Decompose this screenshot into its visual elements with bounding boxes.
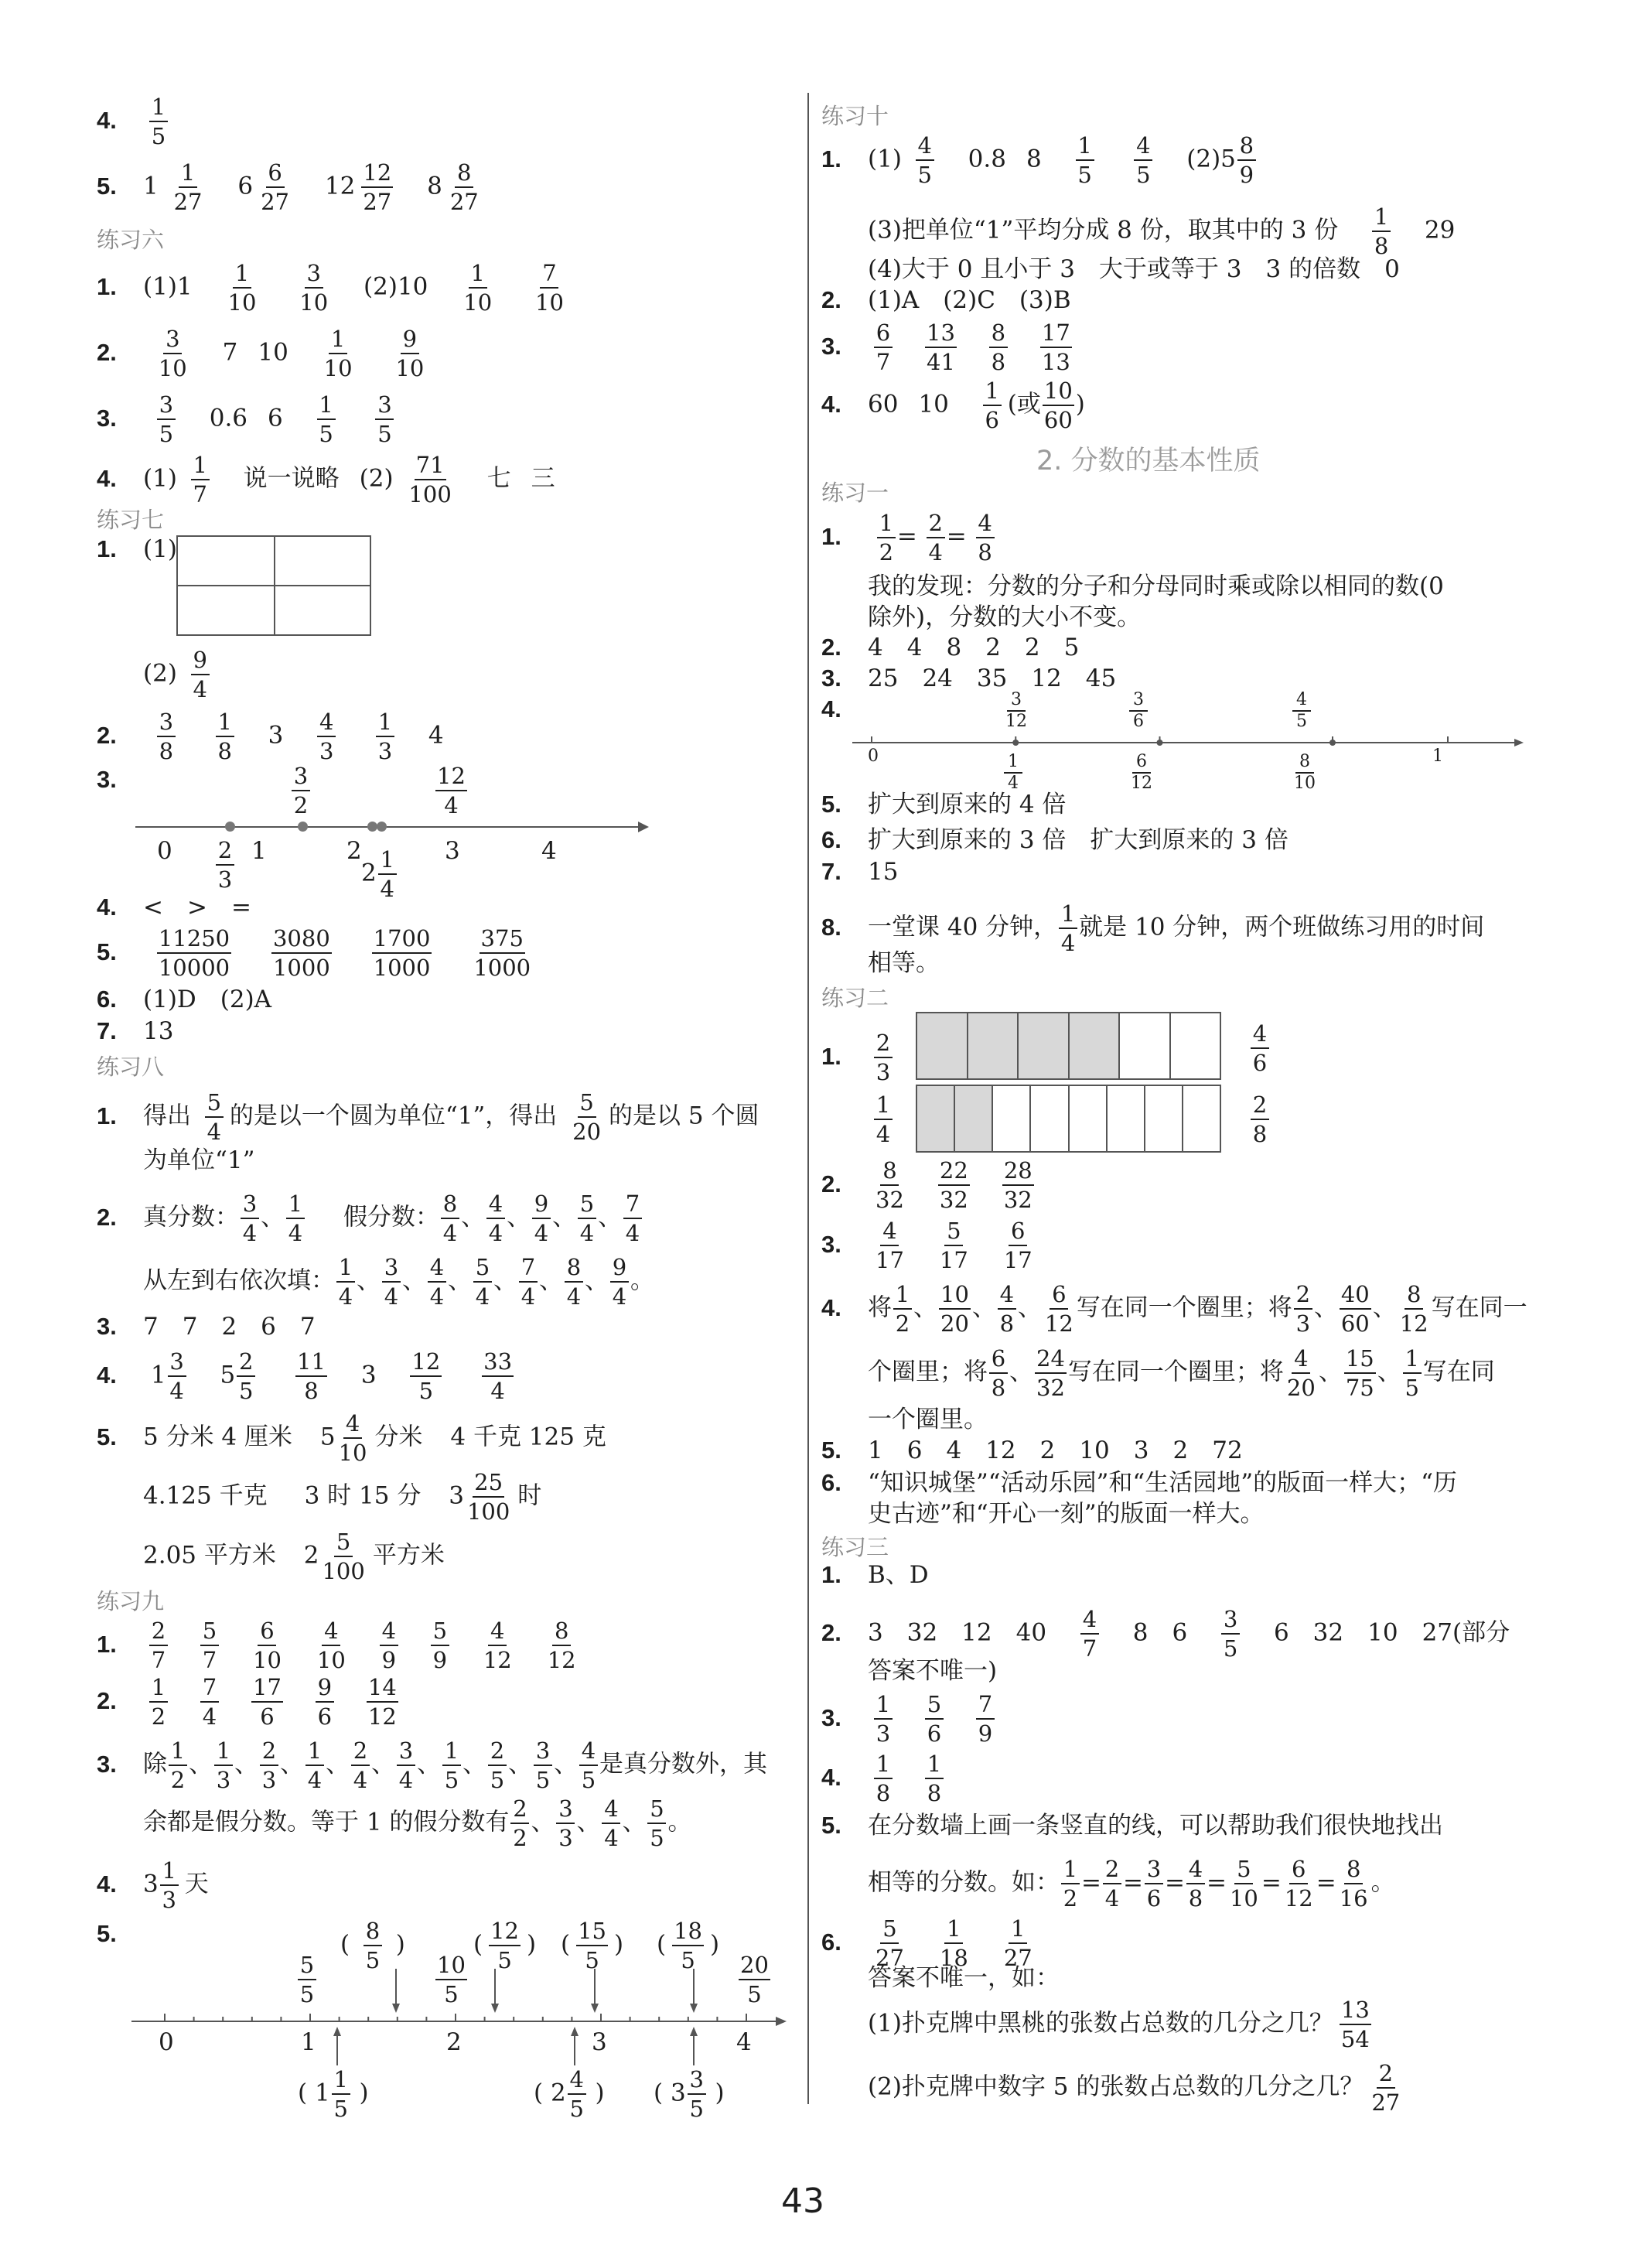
fraction-bar-1 [916, 1012, 1221, 1080]
ex8-q3: 3. 7 7 2 6 7 [97, 1313, 316, 1341]
fraction: $\frac{4}{20}$ [1286, 1345, 1316, 1401]
ex8-q5-line3: 2.05 平方米 2 $\frac{5}{100}$ 平方米 [143, 1529, 445, 1584]
fraction: $\frac{5}{10}$ [1229, 1856, 1258, 1911]
fraction: $\frac{8}{16}$ [1339, 1856, 1368, 1911]
ex1-q8-line2: 相等。 [868, 949, 940, 977]
fraction: $\frac{13}{41}$ [927, 319, 955, 375]
ex6-q4: 4. (1) $\frac{1}{7}$ 说一说略 (2) $\frac{71}{100}$ 七 三 [97, 452, 555, 507]
fraction: $\frac{2}{4}$ [351, 1737, 370, 1794]
number-line-point [1012, 740, 1019, 746]
fraction: $\frac{1}{4}$ [305, 1737, 324, 1794]
fraction: $\frac{1}{3}$ [874, 1690, 893, 1747]
fraction: $\frac{1}{2}$ [149, 1673, 168, 1730]
number-line-point [1329, 740, 1336, 746]
fraction: $\frac{6}{17}$ [1003, 1218, 1032, 1273]
ex2-q6: 6. “知识城堡”“活动乐园”和“生活园地”的版面一样大；“历 [821, 1469, 1457, 1497]
ex7-number-line [97, 762, 654, 902]
section-title-ex1: 练习一 [821, 480, 889, 506]
fraction: $\frac{4}{8}$ [1186, 1855, 1205, 1912]
ex6-q3: 3. $\frac{3}{5}$ 0.6 6 $\frac{1}{5}$ $\frac{3}{5}$ [97, 391, 400, 448]
ex9-q2: 2. $\frac{1}{2}$ $\frac{7}{4}$ $\frac{17}{6}$ $\frac{9}{6}$ $\frac{14}{12}$ [97, 1674, 397, 1730]
ex1-q6: 6. 扩大到原来的 3 倍 扩大到原来的 3 倍 [821, 826, 1288, 854]
fraction: $\frac{4}{9}$ [380, 1617, 398, 1674]
column-divider [807, 93, 809, 2104]
ex2-q2: 2. $\frac{8}{32}$ $\frac{22}{32}$ $\frac{28}{32}$ [821, 1157, 1032, 1213]
ex8-q4: 4. 1 $\frac{3}{4}$ 5 $\frac{2}{5}$ $\frac{11}{8}$ 3 $\frac{12}{5}$ $\frac{33}{4}$ [97, 1348, 513, 1404]
fraction: $\frac{7}{9}$ [976, 1690, 995, 1747]
bar-cell [917, 1013, 968, 1078]
fraction: $\frac{1}{5}$ [149, 93, 168, 150]
section-title-ex9: 练习九 [97, 1588, 165, 1614]
ex9-q4: 4. 3 $\frac{1}{3}$ 天 [97, 1857, 209, 1913]
fraction: $\frac{1}{4}$ [336, 1253, 355, 1310]
left-column [97, 0, 797, 2158]
ex3-q6: 6. $\frac{5}{27}$ $\frac{1}{18}$ $\frac{1}{27}$ [821, 1915, 1032, 1971]
section-title-ex8: 练习八 [97, 1054, 165, 1080]
chapter-heading: 2. 分数的基本性质 [1036, 446, 1261, 477]
fraction: $\frac{9}{4}$ [532, 1190, 551, 1247]
fraction: $\frac{1}{3}$ [214, 1737, 233, 1794]
ex8-q5-line2: 4.125 千克 3 时 15 分 3 $\frac{25}{100}$ 时 [143, 1469, 542, 1525]
ex10-q3: 3. $\frac{6}{7}$ $\frac{13}{41}$ $\frac{8}{8}$ $\frac{17}{13}$ [821, 319, 1070, 375]
ex7-q1: 1. (1) [97, 535, 177, 563]
fraction: $\frac{1}{27}$ [1003, 1915, 1032, 1971]
fraction: $\frac{6}{12}$ [1284, 1856, 1313, 1911]
ex2-q3: 3. $\frac{4}{17}$ $\frac{5}{17}$ $\frac{6}{17}$ [821, 1218, 1032, 1273]
ex3-q5-line2: 相等的分数。如： $\frac{1}{2}$ = $\frac{2}{4}$ = $\frac{3}{6}$ = $\frac{4}{8}$ = $\frac{5}{10}$ = $\frac{6}{12}$ = $\frac{8}{16}$ 。 [868, 1856, 1395, 1911]
fraction-bar-2 [916, 1085, 1221, 1153]
tick-label: 2 $\frac{1}{4}$ [361, 846, 398, 903]
ex1-q2: 2. 4 4 8 2 2 5 [821, 634, 1080, 661]
number-line-point [1157, 740, 1163, 746]
number-line-label: $\frac{3}{2}$ [292, 762, 310, 819]
fraction: $\frac{2}{7}$ [149, 1617, 168, 1674]
ex7-q5: 5. $\frac{11250}{10000}$ $\frac{3080}{1000}$ $\frac{1700}{1000}$ $\frac{375}{1000}$ [97, 925, 531, 981]
ex2-q1: 1. $\frac{2}{3}$ [821, 1029, 899, 1086]
fraction: $\frac{8}{4}$ [565, 1253, 583, 1310]
section-title-ex2: 练习二 [821, 985, 889, 1011]
ex8-q1: 1. 得出 $\frac{5}{4}$ 的是以一个圆为单位“1”，得出 $\frac{5}{20}$ 的是以 5 个圆 [97, 1089, 759, 1145]
section-title-ex10: 练习十 [821, 103, 889, 129]
fraction: $\frac{4}{10}$ [316, 1618, 346, 1673]
section-title-ex3: 练习三 [821, 1534, 889, 1560]
fraction: $\frac{8}{12}$ [1399, 1281, 1428, 1337]
fraction: $\frac{8}{4}$ [441, 1190, 459, 1247]
fraction: $\frac{5}{4}$ [578, 1190, 596, 1247]
fraction: $\frac{2}{4}$ [1103, 1855, 1121, 1912]
bar-cell [955, 1086, 993, 1151]
ex1-q7: 7. 15 [821, 858, 899, 886]
ex2-q6-line2: 史古迹”和“开心一刻”的版面一样大。 [868, 1500, 1265, 1528]
ex6-q2: 2. $\frac{3}{10}$ 7 10 $\frac{1}{10}$ $\frac{9}{10}$ [97, 326, 425, 381]
ex9-q3: 3. 除 $\frac{1}{2}$ 、 $\frac{1}{3}$ 、 $\frac{2}{3}$ 、 $\frac{1}{4}$ 、 $\frac{2}{4}$ 、 $\frac{3}{4}$ 、 $\frac{1}{5}$ 、 $\frac{2}{5}$ 、 $\frac{3}{5}$ 、 $\frac{4}{5}$ 是真分数外，其 [97, 1737, 767, 1793]
fraction: $\frac{8}{12}$ [547, 1618, 576, 1673]
ex2-q5: 5. 1 6 4 12 2 10 3 2 72 [821, 1437, 1243, 1464]
ex2-q1-right2: $\frac{2}{8}$ [1244, 1091, 1275, 1148]
answer-l4: 4. $\frac{1}{5}$ [97, 93, 174, 150]
fraction: $\frac{1}{4}$ [286, 1190, 305, 1247]
bar-cell [1108, 1086, 1145, 1151]
fraction: $\frac{9}{4}$ [610, 1253, 629, 1310]
fraction: $\frac{5}{5}$ [647, 1795, 666, 1852]
fraction: $\frac{4}{8}$ [998, 1280, 1016, 1338]
fraction: $\frac{3}{4}$ [382, 1253, 401, 1310]
fraction: $\frac{1}{2}$ [1061, 1855, 1080, 1912]
number-line-point [377, 822, 387, 832]
ex10-q4: 4. 60 10 $\frac{1}{6}$ (或 $\frac{10}{60}$ ) [821, 378, 1085, 433]
fraction: $\frac{4}{5}$ [579, 1737, 598, 1794]
fraction: $\frac{22}{32}$ [939, 1157, 968, 1213]
fraction: $\frac{1}{5}$ [1403, 1344, 1422, 1402]
ex2-q4-line3: 一个圈里。 [868, 1406, 988, 1433]
tick-label: 0 [157, 837, 172, 865]
ex2-q4: 4. 将 $\frac{1}{2}$ 、 $\frac{10}{20}$ 、 $\frac{4}{8}$ 、 $\frac{6}{12}$ 写在同一个圈里；将 $\frac{2}{3}$ 、 $\frac{40}{60}$ 、 $\frac{8}{12}$ 写在同一 [821, 1281, 1527, 1337]
ex2-q1-right1: $\frac{4}{6}$ [1244, 1020, 1275, 1077]
fraction: $\frac{2}{2}$ [510, 1795, 529, 1852]
ex9-q5: 5. [97, 1920, 117, 1947]
number-line-point [225, 822, 235, 832]
fraction: $\frac{40}{60}$ [1340, 1281, 1370, 1337]
fraction: $\frac{4}{4}$ [602, 1795, 620, 1852]
fraction: $\frac{1}{8}$ [925, 1750, 944, 1807]
fraction: $\frac{5}{6}$ [925, 1690, 944, 1747]
ex3-q3: 3. $\frac{1}{3}$ $\frac{5}{6}$ $\frac{7}{9}$ [821, 1690, 1001, 1747]
fraction: $\frac{6}{7}$ [874, 319, 893, 376]
ex1-q4: 4. [821, 695, 841, 723]
fraction: $\frac{4}{12}$ [483, 1618, 512, 1673]
fraction: $\frac{3}{5}$ [534, 1737, 552, 1794]
ex10-q1-line2: (3)把单位“1”平均分成 8 份，取其中的 3 份 $\frac{1}{8}$ 29 [868, 203, 1456, 259]
fraction: $\frac{6}{12}$ [1044, 1281, 1073, 1337]
fraction: $\frac{15}{75}$ [1345, 1345, 1374, 1401]
ex3-q6-line3: (1)扑克牌中黑桃的张数占总数的几分之几？ $\frac{13}{54}$ [868, 1997, 1370, 2052]
fraction: $\frac{1}{2}$ [893, 1280, 912, 1338]
ex10-q1-line3: (4)大于 0 且小于 3 大于或等于 3 3 的倍数 0 [868, 255, 1400, 283]
ex8-q2: 2. 真分数： $\frac{3}{4}$ 、 $\frac{1}{4}$ 假分数： $\frac{8}{4}$ 、 $\frac{4}{4}$ 、 $\frac{9}{4}$ 、 $\frac{5}{4}$ 、 $\frac{7}{4}$ [97, 1190, 643, 1247]
ex3-q4: 4. $\frac{1}{8}$ $\frac{1}{8}$ [821, 1750, 950, 1807]
bar-cell [1120, 1013, 1171, 1078]
fraction: $\frac{5}{9}$ [431, 1617, 449, 1674]
fraction: $\frac{8}{32}$ [875, 1157, 904, 1213]
ex7-q6: 6. (1)D (2)A [97, 986, 272, 1013]
fraction: $\frac{6}{10}$ [253, 1618, 282, 1673]
ex7-q7: 7. 13 [97, 1017, 174, 1045]
fraction: $\frac{7}{4}$ [519, 1253, 538, 1310]
ex9-number-line: $\frac{5}{5}$ ( $\frac{8}{5}$ ) $\frac{10}{5}$ ( $\frac{12}{5}$ ) ( $\frac{15}{5}$ ) ( $\frac{18}{5}$ ) $\frac{20}{5}$ 0 1 2 3 4 ( 1 $\frac{1}{5}$ ) ( 2 $\frac{4}{5}$ ) ( 3 $\frac{3}{5}$ ) [97, 1911, 793, 2120]
bar-cell [1070, 1013, 1121, 1078]
fraction: $\frac{1}{5}$ [442, 1737, 461, 1794]
fraction: $\frac{2}{5}$ [488, 1737, 507, 1794]
ex3-q1: 1. B、D [821, 1561, 929, 1589]
fraction: $\frac{3}{4}$ [241, 1190, 259, 1247]
ex8-q1-line2: 为单位“1” [143, 1146, 255, 1174]
fraction: $\frac{7}{4}$ [623, 1190, 642, 1247]
ex10-q2: 2. (1)A (2)C (3)B [821, 286, 1071, 314]
ex1-q1-line3: 除外)，分数的大小不变。 [868, 603, 1142, 631]
fraction: $\frac{3}{6}$ [1145, 1855, 1163, 1912]
fraction: $\frac{8}{8}$ [989, 319, 1008, 376]
ex7-q4: 4. < > = [97, 893, 251, 921]
ex7-q3: 3. [97, 766, 117, 793]
fraction: $\frac{14}{12}$ [367, 1674, 397, 1730]
ex7-q2: 2. $\frac{3}{8}$ $\frac{1}{8}$ 3 $\frac{4}{3}$ $\frac{1}{3}$ 4 [97, 709, 444, 764]
ex1-number-line: $\frac{3}{12}$ $\frac{3}{6}$ $\frac{4}{5}$ 0 $\frac{1}{4}$ $\frac{6}{12}$ $\frac{8}{10}$ 1 [852, 688, 1533, 805]
fraction: $\frac{2}{3}$ [1294, 1280, 1312, 1338]
fraction: $\frac{4}{4}$ [428, 1253, 446, 1310]
tick-label: 1 [251, 837, 267, 865]
fraction: $\frac{3}{4}$ [397, 1737, 415, 1794]
fraction: $\frac{17}{6}$ [253, 1674, 282, 1730]
ex6-q1: 1. (1)1 $\frac{1}{10}$ $\frac{3}{10}$ (2)10 $\frac{1}{10}$ $\frac{7}{10}$ [97, 260, 564, 316]
bar-cell [1183, 1086, 1220, 1151]
fraction: $\frac{9}{6}$ [316, 1673, 334, 1730]
section-title-ex6: 练习六 [97, 227, 165, 253]
tick-label: 2 [346, 837, 362, 865]
fraction: $\frac{1}{8}$ [874, 1750, 893, 1807]
ex1-q1-line2: 我的发现：分数的分子和分母同时乘或除以相同的数(0 [868, 572, 1444, 600]
bar-cell [1070, 1086, 1108, 1151]
ex10-q1: 1. (1) $\frac{4}{5}$ 0.8 8 $\frac{1}{5}$ $\frac{4}{5}$ (2)5 $\frac{8}{9}$ [821, 132, 1262, 189]
ex3-q2: 2. 3 32 12 40 $\frac{4}{7}$ 8 6 $\frac{3}{5}$ 6 32 10 27(部分 [821, 1606, 1510, 1662]
fraction: $\frac{2}{3}$ [260, 1737, 278, 1794]
fraction: $\frac{28}{32}$ [1003, 1157, 1032, 1213]
section-title-ex7: 练习七 [97, 507, 165, 533]
fraction: $\frac{5}{7}$ [200, 1617, 219, 1674]
number-line-point [298, 822, 308, 832]
ex3-q5: 5. 在分数墙上画一条竖直的线，可以帮助我们很快地找出 [821, 1812, 1443, 1840]
fraction: $\frac{5}{4}$ [473, 1253, 492, 1310]
fraction: $\frac{7}{4}$ [200, 1673, 219, 1730]
fraction: $\frac{4}{4}$ [486, 1190, 505, 1247]
ex7-q1-part2: (2) $\frac{9}{4}$ [97, 646, 216, 703]
fraction: $\frac{10}{20}$ [940, 1281, 969, 1337]
ex3-q2-line2: 答案不唯一) [868, 1657, 998, 1685]
fraction: $\frac{6}{8}$ [989, 1344, 1008, 1402]
ex1-q1: 1. $\frac{1}{2}$ = $\frac{2}{4}$ = $\frac{4}{8}$ [821, 509, 996, 566]
fraction: $\frac{5}{17}$ [939, 1218, 968, 1273]
fraction: $\frac{4}{17}$ [875, 1218, 904, 1273]
fraction: $\frac{3}{3}$ [556, 1795, 575, 1852]
ex2-q1-row2: $\frac{1}{4}$ [821, 1091, 899, 1148]
tick-label: 4 [541, 837, 557, 865]
ex9-q3-line2: 余都是假分数。等于 1 的假分数有 $\frac{2}{2}$ 、 $\frac{3}{3}$ 、 $\frac{4}{4}$ 、 $\frac{5}{5}$ 。 [143, 1795, 692, 1851]
ex9-q1: 1. $\frac{2}{7}$ $\frac{5}{7}$ $\frac{6}{10}$ $\frac{4}{10}$ $\frac{4}{9}$ $\frac{5}{9}$ $\frac{4}{12}$ $\frac{8}{12}$ [97, 1618, 576, 1673]
bar-cell [1019, 1013, 1070, 1078]
grid-rectangle [176, 535, 371, 636]
fraction: $\frac{24}{32}$ [1036, 1345, 1065, 1401]
bar-cell [917, 1086, 955, 1151]
bar-cell [993, 1086, 1031, 1151]
ex1-q8: 8. 一堂课 40 分钟， $\frac{1}{4}$ 就是 10 分钟，两个班做练习用的时间 [821, 900, 1485, 956]
bar-cell [1031, 1086, 1069, 1151]
bar-cell [968, 1013, 1019, 1078]
ex1-q5: 5. 扩大到原来的 4 倍 [821, 791, 1067, 818]
ex3-q6-line2: 答案不唯一，如： [868, 1964, 1060, 1992]
ex8-q2-line2: 从左到右依次填： $\frac{1}{4}$ 、 $\frac{3}{4}$ 、 $\frac{4}{4}$ 、 $\frac{5}{4}$ 、 $\frac{7}{4}$ 、 $\frac{8}{4}$ 、 $\frac{9}{4}$ 。 [143, 1254, 654, 1310]
fraction: $\frac{5}{27}$ [875, 1915, 904, 1971]
right-column [821, 0, 1533, 2158]
number-line-label: $\frac{12}{4}$ [437, 763, 466, 818]
ex8-q5: 5. 5 分米 4 厘米 5 $\frac{4}{10}$ 分米 4 千克 125 克 [97, 1410, 606, 1466]
fraction: $\frac{17}{13}$ [1041, 319, 1070, 375]
bar-cell [1145, 1086, 1183, 1151]
page-number: 43 [781, 2181, 824, 2221]
ex2-q4-line2: 个圈里；将 $\frac{6}{8}$ 、 $\frac{24}{32}$ 写在同一个圈里；将 $\frac{4}{20}$ 、 $\frac{15}{75}$ 、 $\frac{1}{5}$ 写在同 [868, 1345, 1495, 1401]
tick-label: $\frac{2}{3}$ [216, 836, 234, 893]
bar-cell [1171, 1013, 1220, 1078]
fraction: $\frac{1}{18}$ [939, 1915, 968, 1971]
ex1-q3: 3. 25 24 35 12 45 [821, 664, 1117, 692]
tick-label: 3 [445, 837, 460, 865]
ex3-q6-line4: (2)扑克牌中数字 5 的张数占总数的几分之几？ $\frac{2}{27}$ [868, 2060, 1401, 2116]
answer-l5: 5. 1 $\frac{1}{27}$ 6 $\frac{6}{27}$ 12 $\frac{12}{27}$ 8 $\frac{8}{27}$ [97, 159, 479, 215]
fraction: $\frac{1}{2}$ [169, 1737, 187, 1794]
